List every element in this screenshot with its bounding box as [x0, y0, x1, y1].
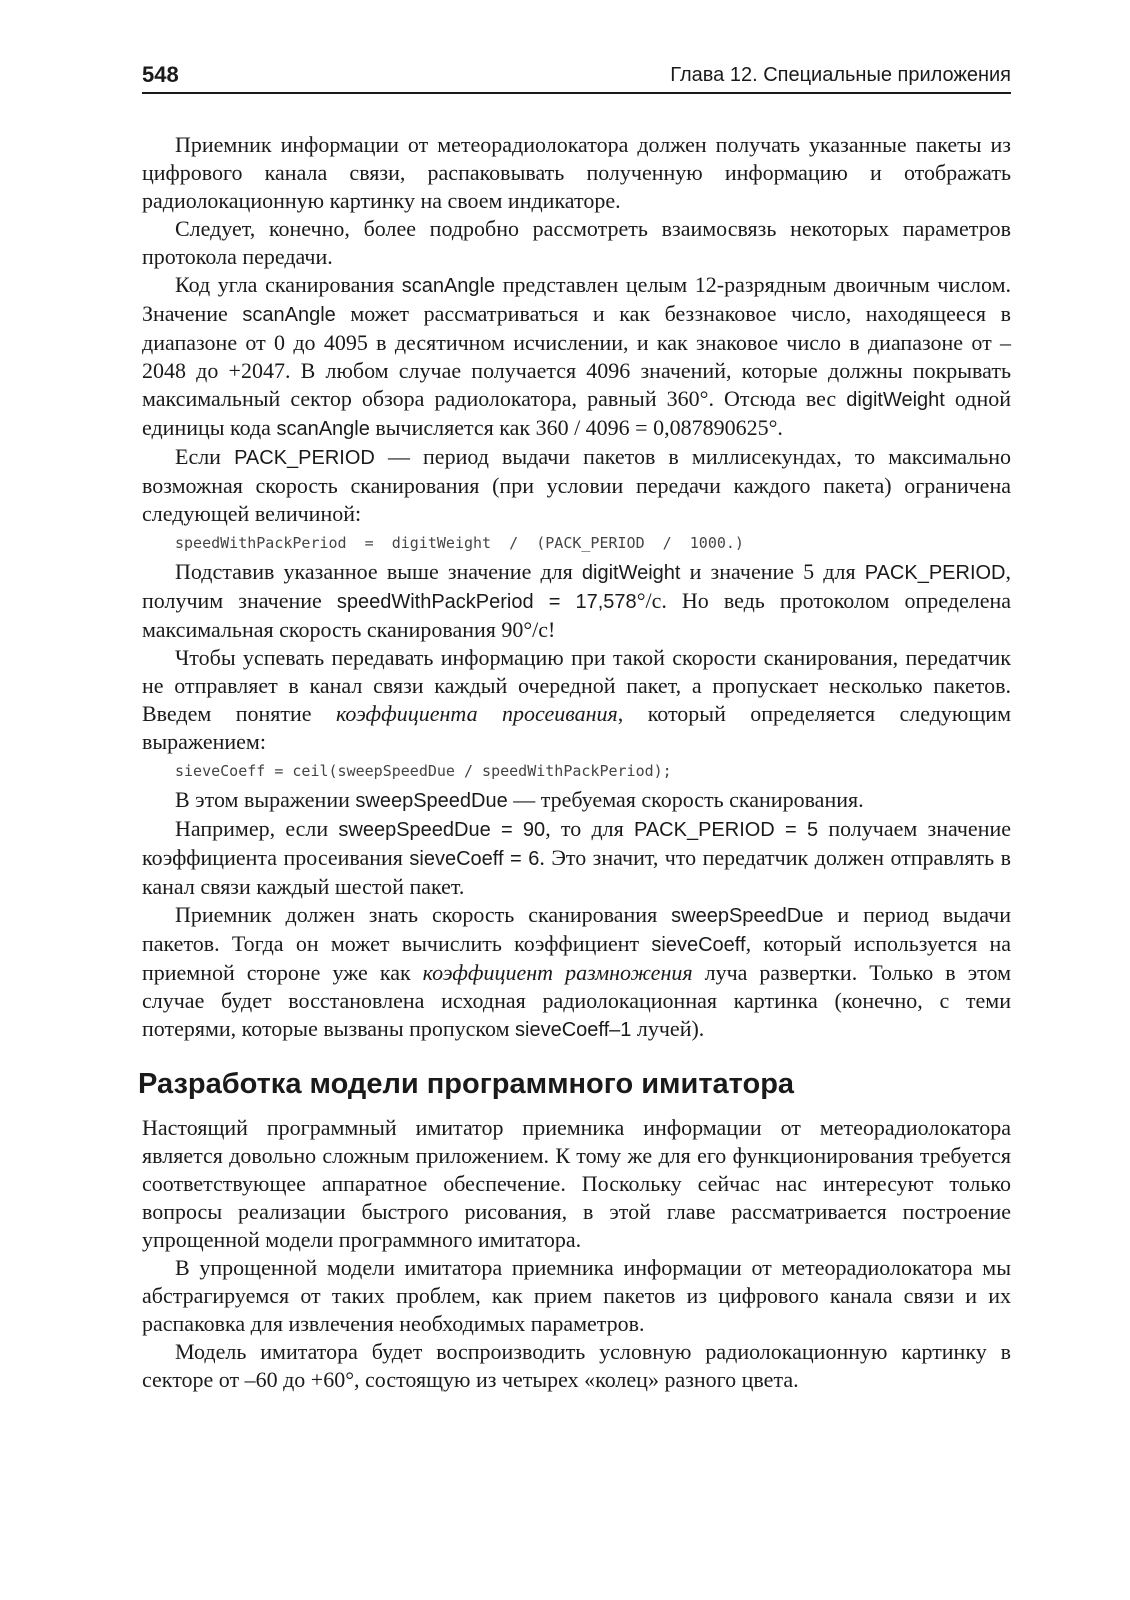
code-term: PACK_PERIOD — [864, 562, 1006, 584]
text: , который используется на приемной стороне уже как — [142, 931, 1011, 985]
code-term: PACK_PERIOD = 5 — [633, 819, 819, 841]
text: Код угла сканирования — [175, 272, 402, 297]
code-term: sweepSpeedDue — [355, 790, 508, 812]
text: и период выдачи пакетов. Тогда он может вычислить коэффициент — [142, 902, 1011, 956]
text: Например, если — [175, 816, 339, 841]
text: Если — [175, 444, 235, 469]
text: Подставив указанное выше значение для — [175, 559, 582, 584]
paragraph-4 — [142, 443, 1011, 528]
code-term: sieveCoeff = 6 — [409, 848, 540, 870]
paragraph-12: Модель имитатора будет воспроизводить условную радиолокационную картинку в секторе от –60 до +60°, состоящую из четырех «колец» разного цвета. — [142, 1339, 1011, 1392]
page-body — [138, 131, 1012, 1394]
code-term: scanAngle — [276, 418, 370, 440]
text: лучей). — [631, 1016, 705, 1041]
code-term: sweepSpeedDue — [671, 905, 824, 927]
paragraph-8 — [142, 815, 1011, 901]
emphasis: коэффициент размножения — [422, 960, 693, 985]
text: , получим значение — [142, 559, 1011, 613]
code-term: scanAngle — [401, 275, 496, 297]
text: В этом выражении — [175, 787, 356, 812]
text: получаем значение коэффициента просеивания — [142, 816, 1012, 870]
code-line-1: speedWithPackPeriod = digitWeight / (PACK_PERIOD / 1000.) — [175, 534, 744, 552]
text: одной единицы кода — [142, 386, 1012, 440]
paragraph-7 — [142, 786, 1011, 815]
code-term: sieveCoeff — [651, 934, 746, 956]
emphasis: коэффициента просеивания — [335, 701, 618, 726]
page-number: 548 — [142, 62, 179, 87]
text: Чтобы успевать передавать информацию при такой скорости сканирования, передатчик не отправляет в канал связи каждый очередной пакет, а пропускает несколько пакетов. Введем понятие — [142, 645, 1011, 726]
code-term: digitWeight — [846, 389, 945, 411]
text: может рассматриваться и как беззнаковое число, находящееся в диапазоне от 0 до 4095 в десятичном исчислении, и как знаковое число в диапазоне от –2048 до +2047. В любом случае получается 4096 значений, которые должны покрывать максимальный сектор обзора радиолокатора, равный 360°. Отсюда вес — [142, 301, 1011, 411]
text: и значение 5 для — [680, 559, 865, 584]
text: Приемник должен знать скорость сканирования — [175, 902, 672, 927]
code-term: speedWithPackPeriod = 17,578 — [336, 591, 637, 613]
chapter-title: Глава 12. Специальные приложения — [670, 64, 1011, 86]
running-header — [142, 62, 1011, 94]
text: вычисляется как 360 / 4096 = 0,087890625°. — [369, 415, 783, 440]
text: , который определяется следующим выражением: — [142, 701, 1011, 754]
paragraph-2: Следует, конечно, более подробно рассмотреть взаимосвязь некоторых параметров протокола передачи. — [142, 216, 1011, 269]
text: , то для — [545, 816, 634, 841]
paragraph-9 — [142, 901, 1011, 1044]
section-heading: Разработка модели программного имитатора — [138, 1068, 795, 1100]
text: луча развертки. Только в этом случае будет восстановлена исходная радиолокационная картинка (конечно, с теми потерями, которые вызваны пропуском — [142, 960, 1011, 1041]
paragraph-5 — [142, 558, 1011, 644]
paragraph-10: Настоящий программный имитатор приемника информации от метеорадиолокатора является довольно сложным приложением. К тому же для его функционирования требуется соответствующее аппаратное обеспечение. Поскольку сейчас нас интересуют только вопросы реализации быстрого рисования, в этой главе рассматривается построение упрощенной модели программного имитатора. — [142, 1115, 1011, 1252]
paragraph-3 — [142, 271, 1011, 443]
text: °/с. Но ведь протоколом определена максимальная скорость сканирования 90°/с! — [142, 588, 1011, 642]
paragraph-6 — [142, 644, 1011, 756]
paragraph-11: В упрощенной модели имитатора приемника информации от метеорадиолокатора мы абстрагируемся от таких проблем, как прием пакетов из цифрового канала связи и их распаковка для извлечения необходимых параметров. — [142, 1255, 1011, 1336]
paragraph-1: Приемник информации от метеорадиолокатора должен получать указанные пакеты из цифрового канала связи, распаковывать полученную информацию и отображать радиолокационную картинку на своем индикаторе. — [142, 132, 1011, 213]
code-term: sweepSpeedDue = 90 — [338, 819, 546, 841]
code-term: PACK_PERIOD — [234, 447, 375, 469]
code-line-2: sieveCoeff = ceil(sweepSpeedDue / speedWithPackPeriod); — [175, 762, 672, 780]
text: — период выдачи пакетов в миллисекундах, то максимально возможная скорость сканирования (при условии передачи каждого пакета) ограничена следующей величиной: — [142, 444, 1011, 526]
text: представлен целым 12-разрядным двоичным числом. Значение — [142, 272, 1011, 326]
code-term: digitWeight — [581, 562, 681, 584]
code-term: scanAngle — [242, 304, 336, 326]
code-term: sieveCoeff–1 — [515, 1019, 632, 1041]
text: — требуемая скорость сканирования. — [507, 787, 864, 812]
text: . Это значит, что передатчик должен отправлять в канал связи каждый шестой пакет. — [142, 845, 1011, 899]
